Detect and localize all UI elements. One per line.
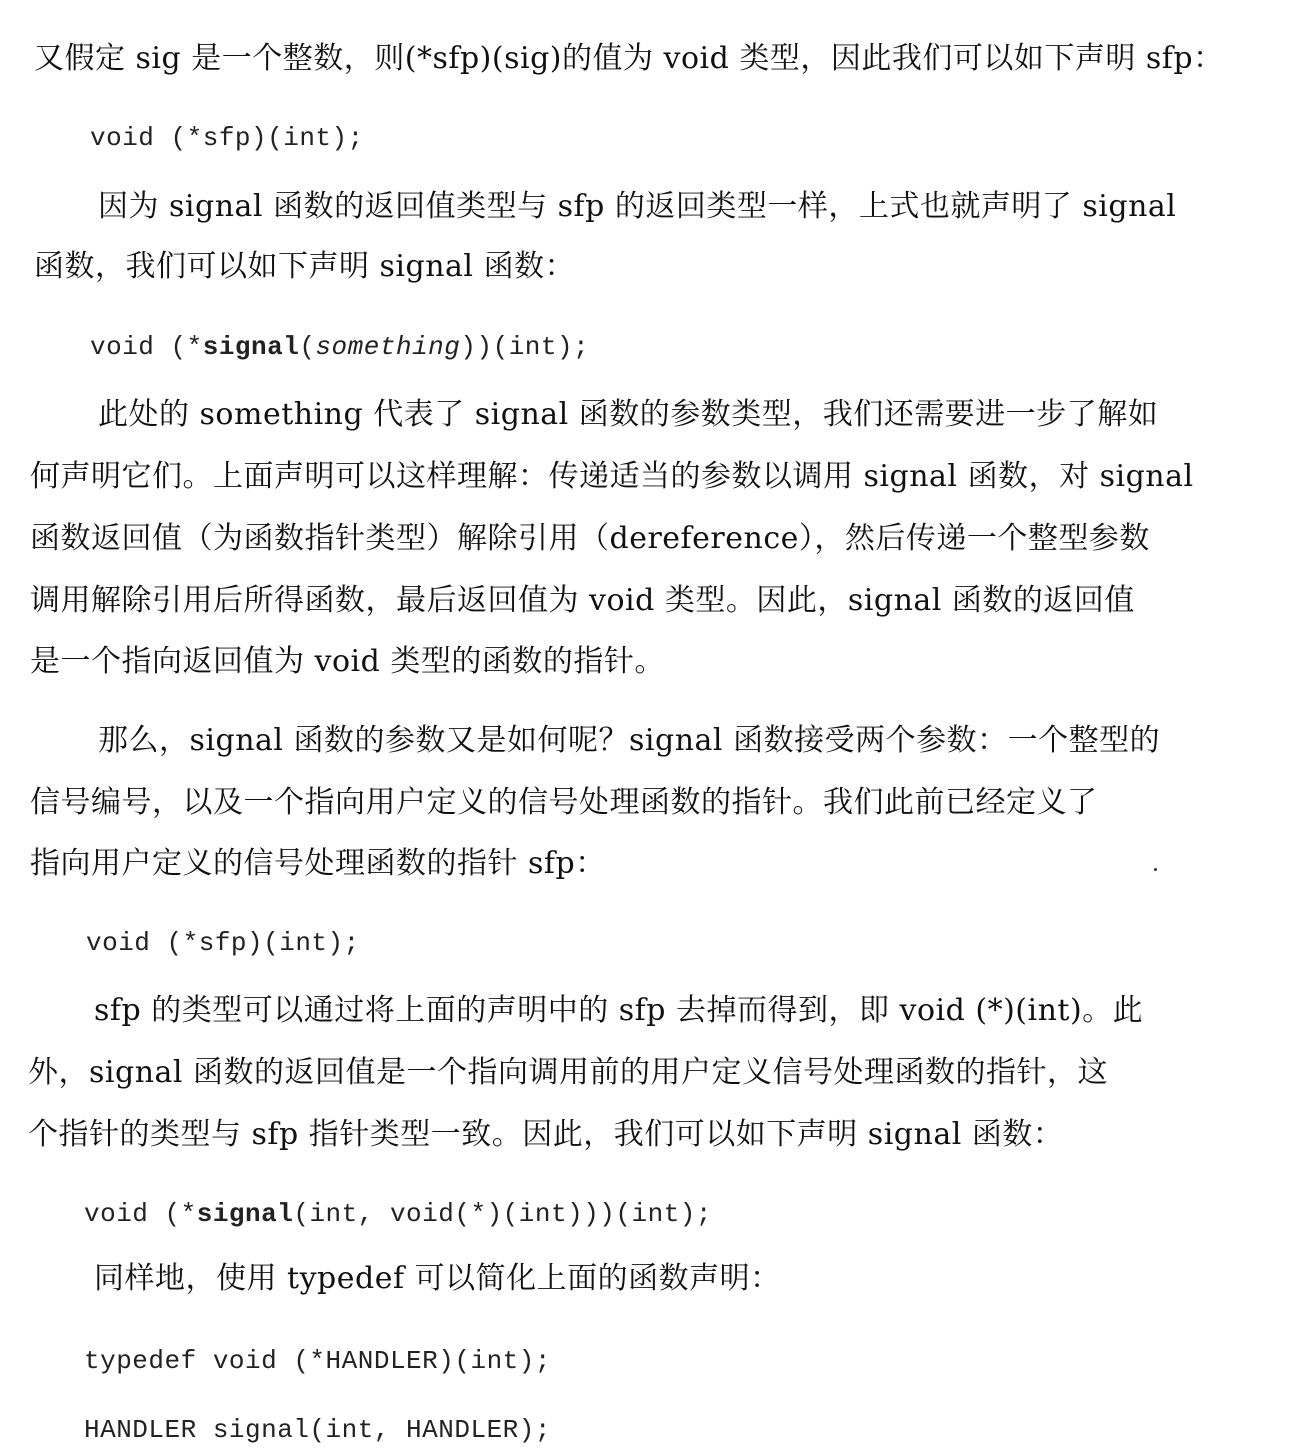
paragraph-4-line-3: 指向用户定义的信号处理函数的指针 sfp： (30, 846, 606, 881)
code-block-1: void (*sfp)(int); (90, 123, 364, 153)
code-block-2-paren: ( (299, 332, 316, 362)
stray-dot (1154, 868, 1157, 871)
paragraph-2-line-2: 函数，我们可以如下声明 signal 函数： (34, 249, 576, 284)
code-block-2 (90, 326, 589, 368)
code-block-4-suffix: (int, void(*)(int)))(int); (293, 1199, 713, 1229)
paragraph-1-line-1: 又假定 sig 是一个整数，则(*sfp)(sig)的值为 void 类型，因此我们可以如下声明 sfp： (34, 41, 1224, 76)
code-block-2-prefix: void (* (90, 332, 203, 362)
paragraph-6-line-1: 同样地，使用 typedef 可以简化上面的函数声明： (94, 1261, 781, 1296)
code-block-4-prefix: void (* (84, 1199, 197, 1229)
paragraph-5-line-2: 外，signal 函数的返回值是一个指向调用前的用户定义信号处理函数的指针，这 (28, 1055, 1109, 1090)
code-block-5-line-2: HANDLER signal(int, HANDLER); (84, 1415, 551, 1445)
paragraph-3-line-2: 何声明它们。上面声明可以这样理解：传递适当的参数以调用 signal 函数，对 signal (30, 459, 1194, 494)
code-block-2-function-name: signal (202, 332, 300, 362)
code-block-2-parameter: something (315, 332, 461, 362)
paragraph-2-line-1: 因为 signal 函数的返回值类型与 sfp 的返回类型一样，上式也就声明了 signal (98, 189, 1177, 224)
paragraph-3-line-1: 此处的 something 代表了 signal 函数的参数类型，我们还需要进一步了解如 (98, 397, 1159, 432)
code-block-2-suffix: ))(int); (460, 332, 590, 362)
paragraph-4-line-1: 那么，signal 函数的参数又是如何呢？signal 函数接受两个参数：一个整型的 (98, 723, 1161, 758)
paragraph-3-line-5: 是一个指向返回值为 void 类型的函数的指针。 (30, 644, 665, 679)
paragraph-5-line-3: 个指针的类型与 sfp 指针类型一致。因此，我们可以如下声明 signal 函数： (28, 1117, 1064, 1152)
code-block-4 (84, 1193, 712, 1235)
paragraph-3-line-4: 调用解除引用后所得函数，最后返回值为 void 类型。因此，signal 函数的返回值 (30, 583, 1135, 618)
paragraph-4-line-2: 信号编号，以及一个指向用户定义的信号处理函数的指针。我们此前已经定义了 (30, 785, 1098, 820)
paragraph-5-line-1: sfp 的类型可以通过将上面的声明中的 sfp 去掉而得到，即 void (*)(int)。此 (94, 993, 1144, 1028)
code-block-3: void (*sfp)(int); (86, 928, 360, 958)
code-block-5-line-1: typedef void (*HANDLER)(int); (84, 1346, 551, 1376)
paragraph-3-line-3: 函数返回值（为函数指针类型）解除引用（dereference），然后传递一个整型参数 (30, 521, 1150, 556)
code-block-4-function-name: signal (196, 1199, 294, 1229)
